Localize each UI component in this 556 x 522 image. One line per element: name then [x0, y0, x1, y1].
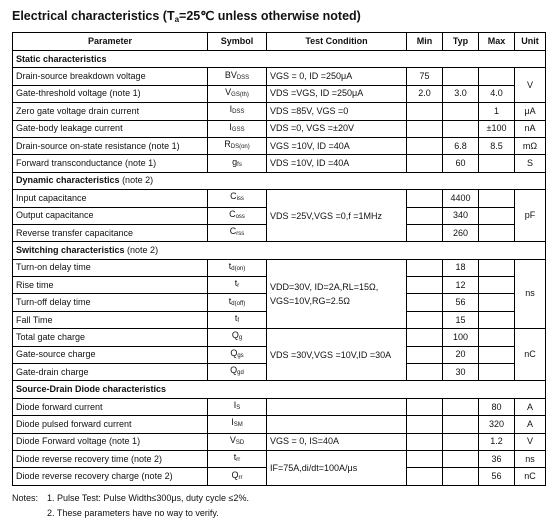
min-cell — [407, 259, 443, 276]
table-row — [13, 85, 546, 102]
max-cell — [479, 224, 515, 241]
symbol-cell: td(off) — [208, 294, 267, 311]
symbol-cell: VGS(th) — [208, 85, 267, 102]
min-cell — [407, 346, 443, 363]
param-cell: Total gate charge — [13, 329, 208, 346]
page-title: Electrical characteristics ($T_a=25℃$ unless otherwise noted) — [12, 9, 361, 24]
typ-cell: 30 — [443, 364, 479, 381]
min-cell — [407, 364, 443, 381]
unit-cell: ns — [515, 450, 546, 467]
max-cell — [479, 346, 515, 363]
section-diode: Source-Drain Diode characteristics — [13, 381, 546, 398]
unit-cell: nC — [515, 329, 546, 381]
header-max: Max — [479, 33, 515, 51]
note-2: 2. These parameters have no way to verify. — [47, 508, 219, 518]
max-cell: 80 — [479, 398, 515, 415]
section-dynamic: Dynamic characteristics (note 2) — [13, 172, 546, 189]
min-cell — [407, 433, 443, 450]
section-row — [13, 242, 546, 259]
typ-cell: 12 — [443, 277, 479, 294]
symbol-cell: td(on) — [208, 259, 267, 276]
table-row — [13, 120, 546, 137]
condition-cell: VDS =VGS, ID =250μA — [267, 85, 407, 102]
max-cell: 4.0 — [479, 85, 515, 102]
min-cell — [407, 155, 443, 172]
min-cell — [407, 207, 443, 224]
typ-cell — [443, 103, 479, 120]
symbol-cell: IDSS — [208, 103, 267, 120]
unit-cell: ns — [515, 259, 546, 329]
max-cell — [479, 364, 515, 381]
max-cell — [479, 277, 515, 294]
typ-cell: 60 — [443, 155, 479, 172]
symbol-cell: Qrr — [208, 468, 267, 485]
symbol-cell: Coss — [208, 207, 267, 224]
min-cell — [407, 311, 443, 328]
param-cell: Output capacitance — [13, 207, 208, 224]
typ-cell — [443, 416, 479, 433]
table-row — [13, 433, 546, 450]
typ-cell: 260 — [443, 224, 479, 241]
table-row — [13, 155, 546, 172]
min-cell — [407, 468, 443, 485]
condition-cell: VGS =10V, ID =40A — [267, 137, 407, 154]
unit-cell: V — [515, 68, 546, 103]
param-cell: Gate-body leakage current — [13, 120, 208, 137]
param-cell: Diode reverse recovery time (note 2) — [13, 450, 208, 467]
symbol-cell: Crss — [208, 224, 267, 241]
typ-cell — [443, 468, 479, 485]
max-cell — [479, 311, 515, 328]
symbol-cell: IS — [208, 398, 267, 415]
header-min: Min — [407, 33, 443, 51]
condition-cell: VGS = 0, IS=40A — [267, 433, 407, 450]
condition-cell: IF=75A,di/dt=100A/μs — [267, 450, 407, 485]
typ-cell — [443, 68, 479, 85]
header-unit: Unit — [515, 33, 546, 51]
table-row — [13, 416, 546, 433]
condition-cell: VDS =10V, ID =40A — [267, 155, 407, 172]
table-row — [13, 329, 546, 346]
typ-cell: 100 — [443, 329, 479, 346]
symbol-cell: VSD — [208, 433, 267, 450]
symbol-cell: gfs — [208, 155, 267, 172]
max-cell — [479, 294, 515, 311]
min-cell — [407, 450, 443, 467]
typ-cell: 4400 — [443, 190, 479, 207]
min-cell — [407, 398, 443, 415]
max-cell: 320 — [479, 416, 515, 433]
param-cell: Diode pulsed forward current — [13, 416, 208, 433]
max-cell — [479, 329, 515, 346]
note-row — [12, 506, 249, 521]
param-cell: Drain-source on-state resistance (note 1) — [13, 137, 208, 154]
typ-cell: 340 — [443, 207, 479, 224]
typ-cell: 3.0 — [443, 85, 479, 102]
unit-cell: nC — [515, 468, 546, 485]
section-row — [13, 172, 546, 189]
condition-cell — [267, 398, 407, 415]
unit-cell: mΩ — [515, 137, 546, 154]
typ-cell — [443, 120, 479, 137]
condition-cell: VDS =0, VGS =±20V — [267, 120, 407, 137]
note-row — [12, 491, 249, 506]
condition-cell: VGS = 0, ID =250μA — [267, 68, 407, 85]
min-cell — [407, 277, 443, 294]
symbol-cell: IGSS — [208, 120, 267, 137]
condition-cell: VDD=30V, ID=2A,RL=15Ω, VGS=10V,RG=2.5Ω — [267, 259, 407, 329]
param-cell: Input capacitance — [13, 190, 208, 207]
param-cell: Turn-off delay time — [13, 294, 208, 311]
section-switching: Switching characteristics (note 2) — [13, 242, 546, 259]
min-cell: 2.0 — [407, 85, 443, 102]
param-cell: Gate-drain charge — [13, 364, 208, 381]
param-cell: Zero gate voltage drain current — [13, 103, 208, 120]
symbol-cell: tf — [208, 311, 267, 328]
min-cell — [407, 224, 443, 241]
section-row — [13, 51, 546, 68]
max-cell — [479, 207, 515, 224]
param-cell: Drain-source breakdown voltage — [13, 68, 208, 85]
note-1: 1. Pulse Test: Pulse Width≤300μs, duty cycle ≤2%. — [47, 493, 249, 503]
min-cell — [407, 416, 443, 433]
table-row — [13, 398, 546, 415]
param-cell: Reverse transfer capacitance — [13, 224, 208, 241]
min-cell: 75 — [407, 68, 443, 85]
param-cell: Gate-source charge — [13, 346, 208, 363]
electrical-characteristics-table — [12, 32, 546, 486]
symbol-cell: RDS(on) — [208, 137, 267, 154]
symbol-cell: ISM — [208, 416, 267, 433]
typ-cell — [443, 433, 479, 450]
typ-cell: 15 — [443, 311, 479, 328]
symbol-cell: Qgd — [208, 364, 267, 381]
section-static: Static characteristics — [13, 51, 546, 68]
notes — [12, 491, 249, 521]
param-cell: Diode Forward voltage (note 1) — [13, 433, 208, 450]
table-row — [13, 450, 546, 467]
param-cell: Diode forward current — [13, 398, 208, 415]
symbol-cell: Ciss — [208, 190, 267, 207]
typ-cell: 18 — [443, 259, 479, 276]
symbol-cell: Qgs — [208, 346, 267, 363]
header-test-condition: Test Condition — [267, 33, 407, 51]
param-cell: Rise time — [13, 277, 208, 294]
max-cell: 56 — [479, 468, 515, 485]
table-row — [13, 137, 546, 154]
table-row — [13, 103, 546, 120]
param-cell: Turn-on delay time — [13, 259, 208, 276]
symbol-cell: BVDSS — [208, 68, 267, 85]
min-cell — [407, 190, 443, 207]
section-row — [13, 381, 546, 398]
typ-cell: 20 — [443, 346, 479, 363]
unit-cell: S — [515, 155, 546, 172]
header-row — [13, 33, 546, 51]
max-cell — [479, 155, 515, 172]
typ-cell — [443, 450, 479, 467]
min-cell — [407, 137, 443, 154]
min-cell — [407, 103, 443, 120]
symbol-cell: Qg — [208, 329, 267, 346]
max-cell: 8.5 — [479, 137, 515, 154]
unit-cell: μA — [515, 103, 546, 120]
unit-cell: nA — [515, 120, 546, 137]
param-cell: Diode reverse recovery charge (note 2) — [13, 468, 208, 485]
min-cell — [407, 120, 443, 137]
symbol-cell: tr — [208, 277, 267, 294]
condition-cell: VDS =85V, VGS =0 — [267, 103, 407, 120]
condition-cell: VDS =30V,VGS =10V,ID =30A — [267, 329, 407, 381]
condition-cell — [267, 416, 407, 433]
max-cell: 1.2 — [479, 433, 515, 450]
max-cell: 36 — [479, 450, 515, 467]
unit-cell: A — [515, 416, 546, 433]
header-typ: Typ — [443, 33, 479, 51]
param-cell: Forward transconductance (note 1) — [13, 155, 208, 172]
max-cell: 1 — [479, 103, 515, 120]
typ-cell: 6.8 — [443, 137, 479, 154]
unit-cell: A — [515, 398, 546, 415]
header-symbol: Symbol — [208, 33, 267, 51]
param-cell: Fall Time — [13, 311, 208, 328]
typ-cell: 56 — [443, 294, 479, 311]
table-row — [13, 68, 546, 85]
max-cell: ±100 — [479, 120, 515, 137]
table-row — [13, 259, 546, 276]
max-cell — [479, 190, 515, 207]
header-parameter: Parameter — [13, 33, 208, 51]
param-cell: Gate-threshold voltage (note 1) — [13, 85, 208, 102]
condition-cell: VDS =25V,VGS =0,f =1MHz — [267, 190, 407, 242]
min-cell — [407, 294, 443, 311]
symbol-cell: trr — [208, 450, 267, 467]
max-cell — [479, 259, 515, 276]
notes-label: Notes: — [12, 493, 39, 503]
unit-cell: V — [515, 433, 546, 450]
typ-cell — [443, 398, 479, 415]
max-cell — [479, 68, 515, 85]
table-row — [13, 190, 546, 207]
unit-cell: pF — [515, 190, 546, 242]
min-cell — [407, 329, 443, 346]
